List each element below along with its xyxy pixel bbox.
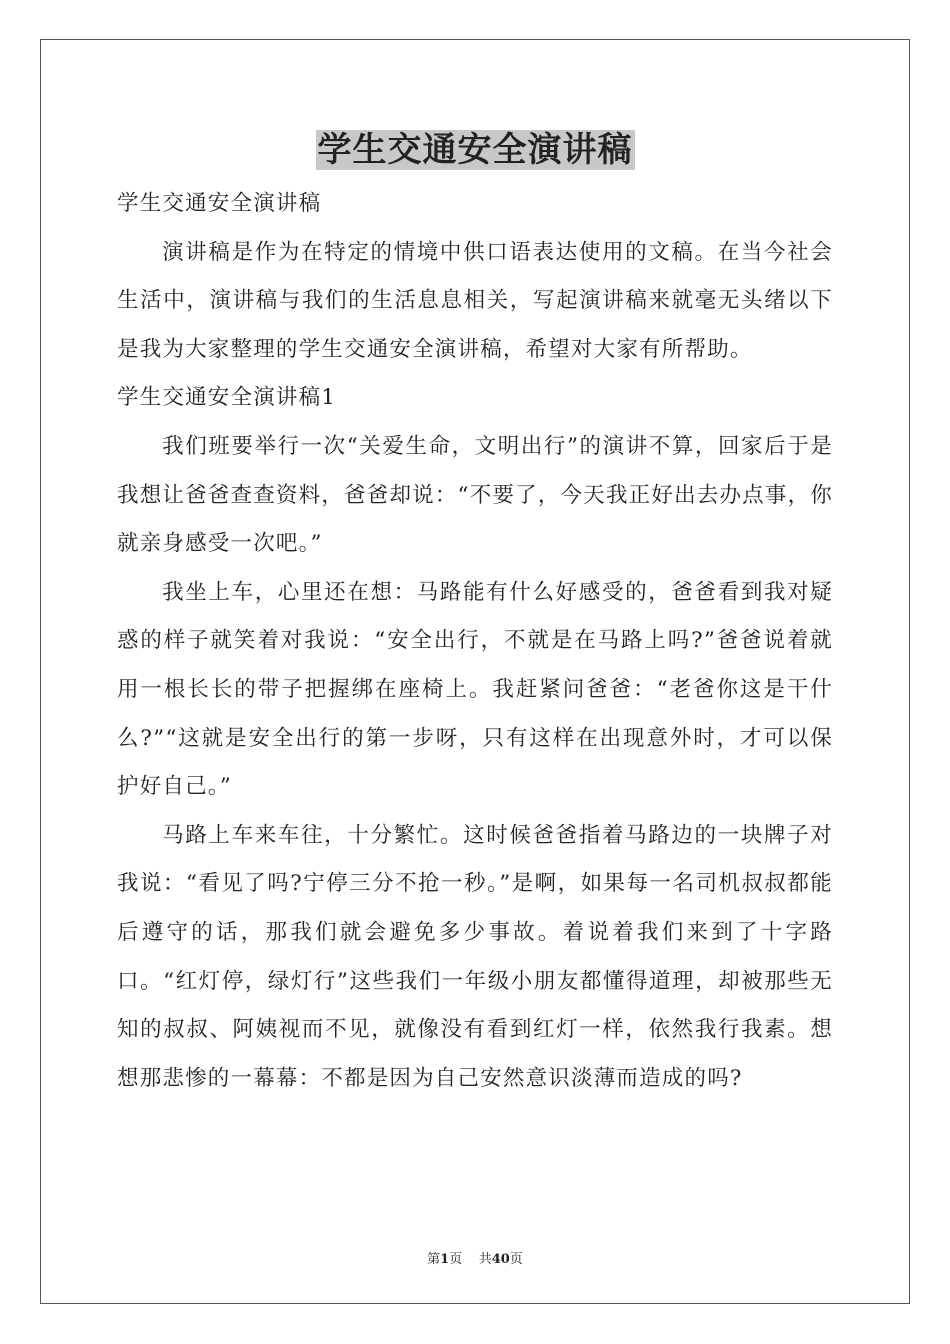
section-heading-1: 学生交通安全演讲稿1: [117, 385, 337, 411]
subtitle-heading: 学生交通安全演讲稿: [117, 191, 322, 216]
page-label-suffix: 页: [449, 1252, 463, 1267]
intro-paragraph: 演讲稿是作为在特定的情境中供口语表达使用的文稿。在当今社会生活中，演讲稿与我们的生活息息相关，写起演讲稿来就毫无头绪以下是我为大家整理的学生交通安全演讲稿，希望对大家有所帮助。: [117, 239, 833, 362]
total-label-suffix: 页: [509, 1252, 523, 1267]
body-paragraph-1: 我们班要举行一次“关爱生命，文明出行”的演讲不算，回家后于是我想让爸爸查查资料，爸爸却说：“不要了，今天我正好出去办点事，你就亲身感受一次吧。”: [117, 433, 833, 557]
document-title: [0, 128, 950, 172]
body-paragraph-2: 我坐上车，心里还在想：马路能有什么好感受的，爸爸看到我对疑惑的样子就笑着对我说：“安全出行，不就是在马路上吗?”爸爸说着就用一根长长的带子把握绑在座椅上。我赶紧问爸爸：“老爸你这是干什么?”“这就是安全出行的第一步呀，只有这样在出现意外时，才可以保护好自己。”: [117, 579, 833, 800]
page-footer: [0, 1248, 950, 1267]
page-number: 1: [440, 1252, 450, 1267]
page-label-prefix: 第: [427, 1252, 441, 1267]
total-label-prefix: 共: [478, 1252, 492, 1267]
body-paragraph-3: 马路上车来车往，十分繁忙。这时候爸爸指着马路边的一块牌子对我说：“看见了吗?宁停三分不抢一秒。”是啊，如果每一名司机叔叔都能后遵守的话，那我们就会避免多少事故。着说着我们来到了十字路口。“红灯停，绿灯行”这些我们一年级小朋友都懂得道理，却被那些无知的叔叔、阿姨视而不见，就像没有看到红灯一样，依然我行我素。想想那悲惨的一幕幕：不都是因为自己安然意识淡薄而造成的吗?: [117, 822, 833, 1091]
document-title-text: 学生交通安全演讲稿: [317, 130, 633, 170]
total-pages: 40: [491, 1252, 510, 1267]
document-body: [117, 180, 833, 1103]
